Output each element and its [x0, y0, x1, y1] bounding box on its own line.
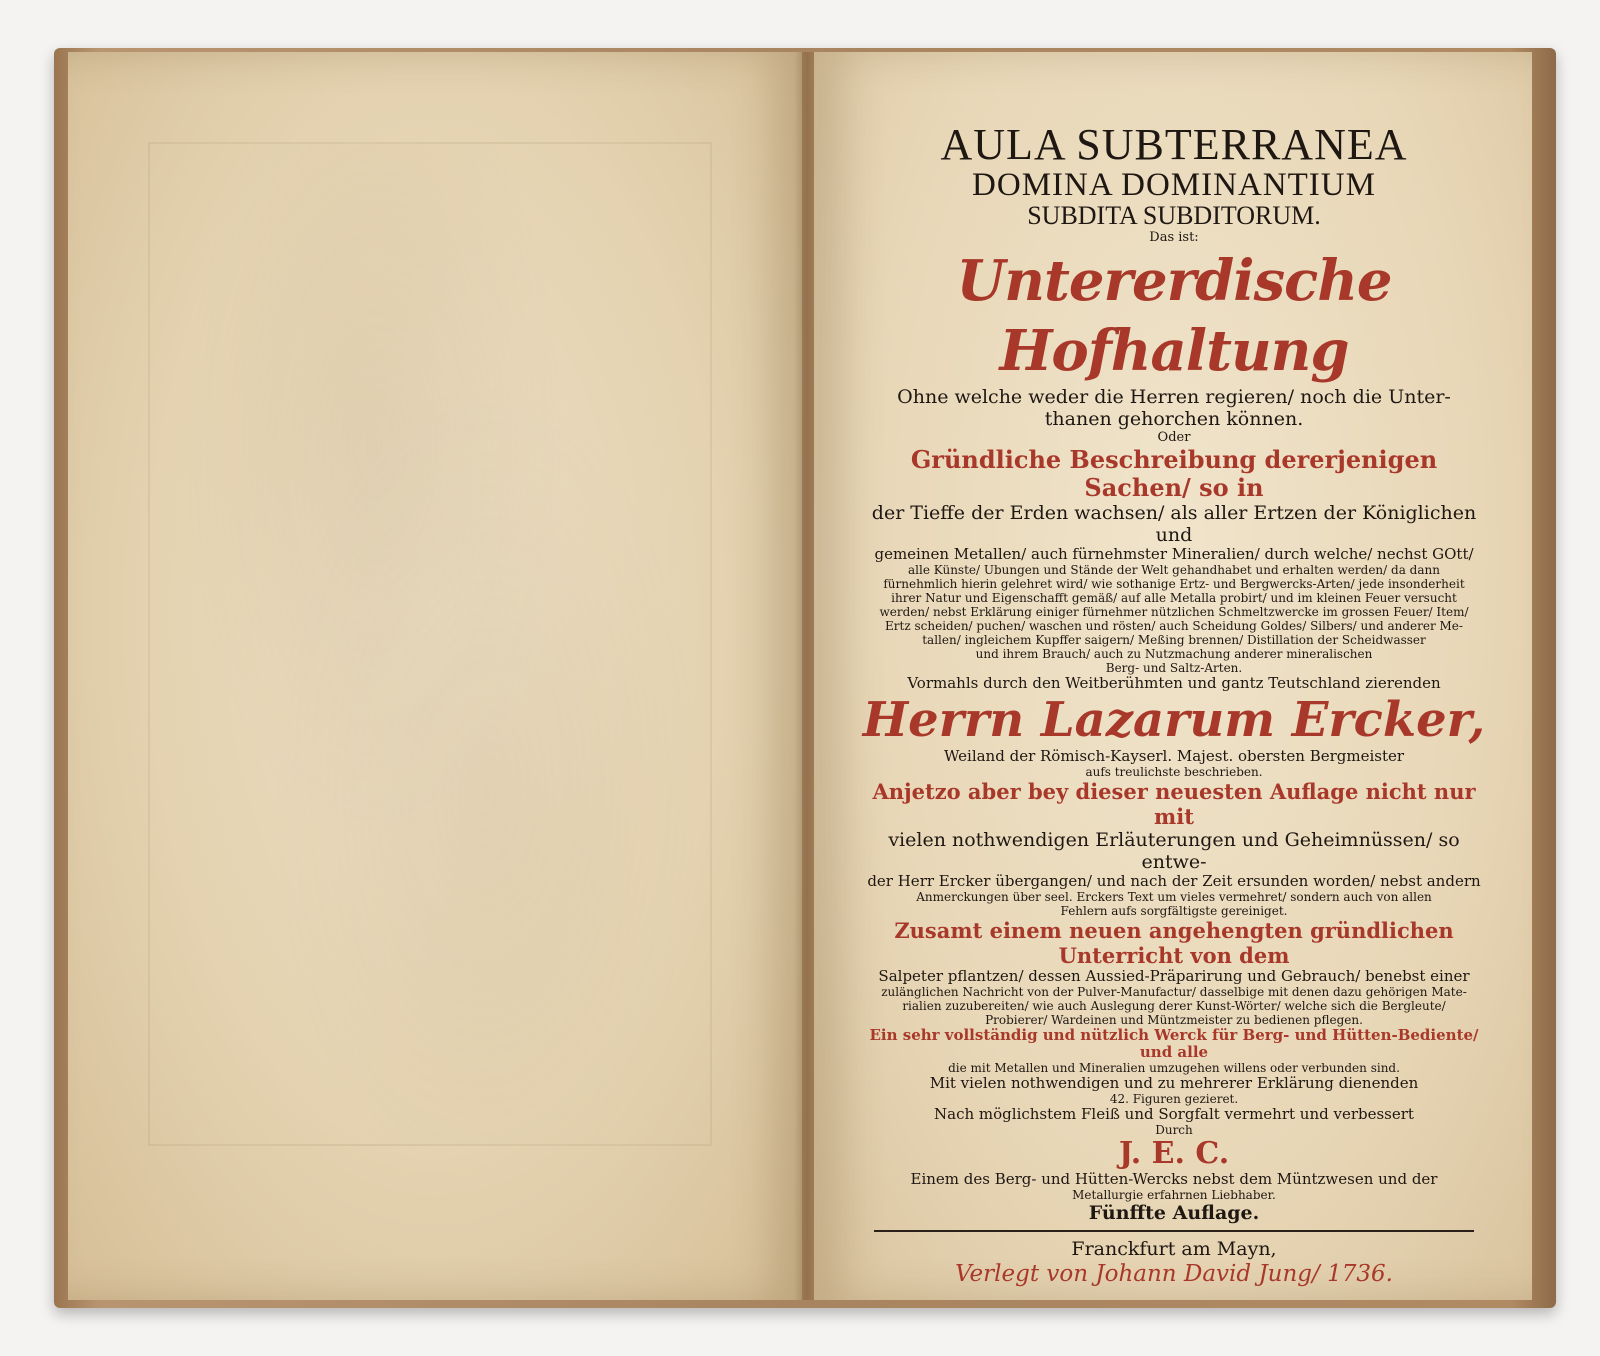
- bleed-through-frontispiece: [148, 142, 712, 1146]
- author-name: Herrn Lazarum Ercker,: [862, 692, 1486, 748]
- description-line10: Berg- und Saltz-Arten.: [1105, 661, 1243, 675]
- subtitle-line1: Ohne welche weder die Herren regieren/ noch die Unter-: [897, 386, 1451, 408]
- mit-line2: 42. Figuren gezieret.: [1109, 1092, 1239, 1106]
- imprint-rule: [874, 1230, 1474, 1232]
- anjetzo-line3: Anmerckungen über seel. Erckers Text um vieles vermehret/ sondern auch von allen: [916, 890, 1432, 904]
- latin-title-line1: AULA SUBTERRANEA: [940, 120, 1408, 169]
- description-line5: ihrer Natur und Eigenschafft gemäß/ auf alle Metalla probirt/ und im kleinen Feuer versucht: [891, 591, 1457, 605]
- subtitle-line2: thanen gehorchen können.: [1044, 408, 1304, 430]
- vormahls-line: Vormahls durch den Weitberühmten und gantz Teutschland zierenden: [907, 674, 1441, 692]
- treulich-line: aufs treulichste beschrieben.: [1085, 765, 1263, 779]
- einem-line1: Einem des Berg- und Hütten-Wercks nebst dem Müntzwesen und der: [910, 1170, 1438, 1188]
- author-initials: J. E. C.: [1118, 1136, 1230, 1171]
- mit-line1: Mit vielen nothwendigen und zu mehrerer Erklärung dienenden: [929, 1074, 1419, 1092]
- open-book: [54, 40, 1556, 1310]
- zusamt-line2: zulänglichen Nachricht von der Pulver-Manufactur/ dasselbige mit denen dazu gehörigen Mate-: [881, 985, 1467, 999]
- zusamt-line4: Probierer/ Wardeinen und Müntzmeister zu bedienen pflegen.: [985, 1013, 1363, 1027]
- nach-line: Nach möglichstem Fleiß und Sorgfalt vermehrt und verbessert: [934, 1105, 1414, 1123]
- edition: Fünffte Auflage.: [1088, 1202, 1260, 1224]
- zusamt-line3: rialien zuzubereiten/ wie auch Auslegung derer Kunst-Wörter/ welche sich die Bergleute/: [902, 999, 1446, 1013]
- einem-line2: Metallurgie erfahrnen Liebhaber.: [1072, 1188, 1276, 1202]
- description-line6: werden/ nebst Erklärung einiger fürnehmer nützlichen Schmeltzwercke im grossen Feuer/ Item/: [879, 605, 1469, 619]
- description-line1: der Tieffe der Erden wachsen/ als aller Ertzen der Königlichen und: [871, 502, 1477, 546]
- description-line3: alle Künste/ Ubungen und Stände der Welt gehandhabet und erhalten werden/ da dann: [908, 563, 1440, 577]
- werck-line2: die mit Metallen und Mineralien umzugehen willens oder verbunden sind.: [948, 1061, 1400, 1075]
- title-page: [814, 52, 1532, 1300]
- zusamt-line1: Salpeter pflantzen/ dessen Aussied-Präparirung und Gebrauch/ benebst einer: [878, 967, 1470, 985]
- description-line7: Ertz scheiden/ puchen/ waschen und rösten/ auch Scheidung Goldes/ Silbers/ und anderer Me-: [885, 619, 1463, 633]
- anjetzo-line4: Fehlern aufs sorgfältigste gereiniget.: [1060, 904, 1288, 918]
- das-ist: Das ist:: [1149, 230, 1199, 245]
- zusamt-heading: Zusamt einem neuen angehengten gründlichen Unterricht von dem: [894, 918, 1454, 968]
- durch-line: Durch: [1155, 1123, 1193, 1137]
- latin-title-line3: SUBDITA SUBDITORUM.: [1027, 201, 1321, 230]
- anjetzo-heading: Anjetzo aber bey dieser neuesten Auflage nicht nur mit: [872, 779, 1476, 829]
- place-of-publication: Franckfurt am Mayn,: [1071, 1238, 1277, 1260]
- anjetzo-line2: der Herr Ercker übergangen/ und nach der Zeit ersunden worden/ nebst andern: [867, 872, 1481, 890]
- anjetzo-line1: vielen nothwendigen Erläuterungen und Geheimnüssen/ so entwe-: [888, 829, 1460, 873]
- description-line4: fürnehmlich hierin gelehret wird/ wie sothanige Ertz- und Bergwercks-Arten/ jede insonderheit: [883, 577, 1465, 591]
- title-page-text: [854, 122, 1494, 1288]
- description-heading: Gründliche Beschreibung dererjenigen Sachen/ so in: [910, 445, 1438, 502]
- oder: Oder: [1157, 430, 1191, 445]
- weiland-line: Weiland der Römisch-Kayserl. Majest. obersten Bergmeister: [943, 747, 1405, 765]
- description-line9: und ihrem Brauch/ auch zu Nutzmachung anderer mineralischen: [975, 647, 1373, 661]
- publisher-imprint: Verlegt von Johann David Jung/ 1736.: [955, 1261, 1393, 1287]
- description-line2: gemeinen Metallen/ auch fürnehmster Mineralien/ durch welche/ nechst GOtt/: [874, 545, 1474, 563]
- werck-heading: Ein sehr vollständig und nützlich Werck für Berg- und Hütten-Bediente/ und alle: [869, 1026, 1479, 1061]
- left-page: [68, 52, 802, 1300]
- description-line8: tallen/ ingleichem Kupffer saigern/ Meßing brennen/ Distillation der Scheidwasser: [922, 633, 1426, 647]
- latin-title-line2: DOMINA DOMINANTIUM: [972, 167, 1376, 203]
- main-title: Untererdische Hofhaltung: [956, 248, 1392, 384]
